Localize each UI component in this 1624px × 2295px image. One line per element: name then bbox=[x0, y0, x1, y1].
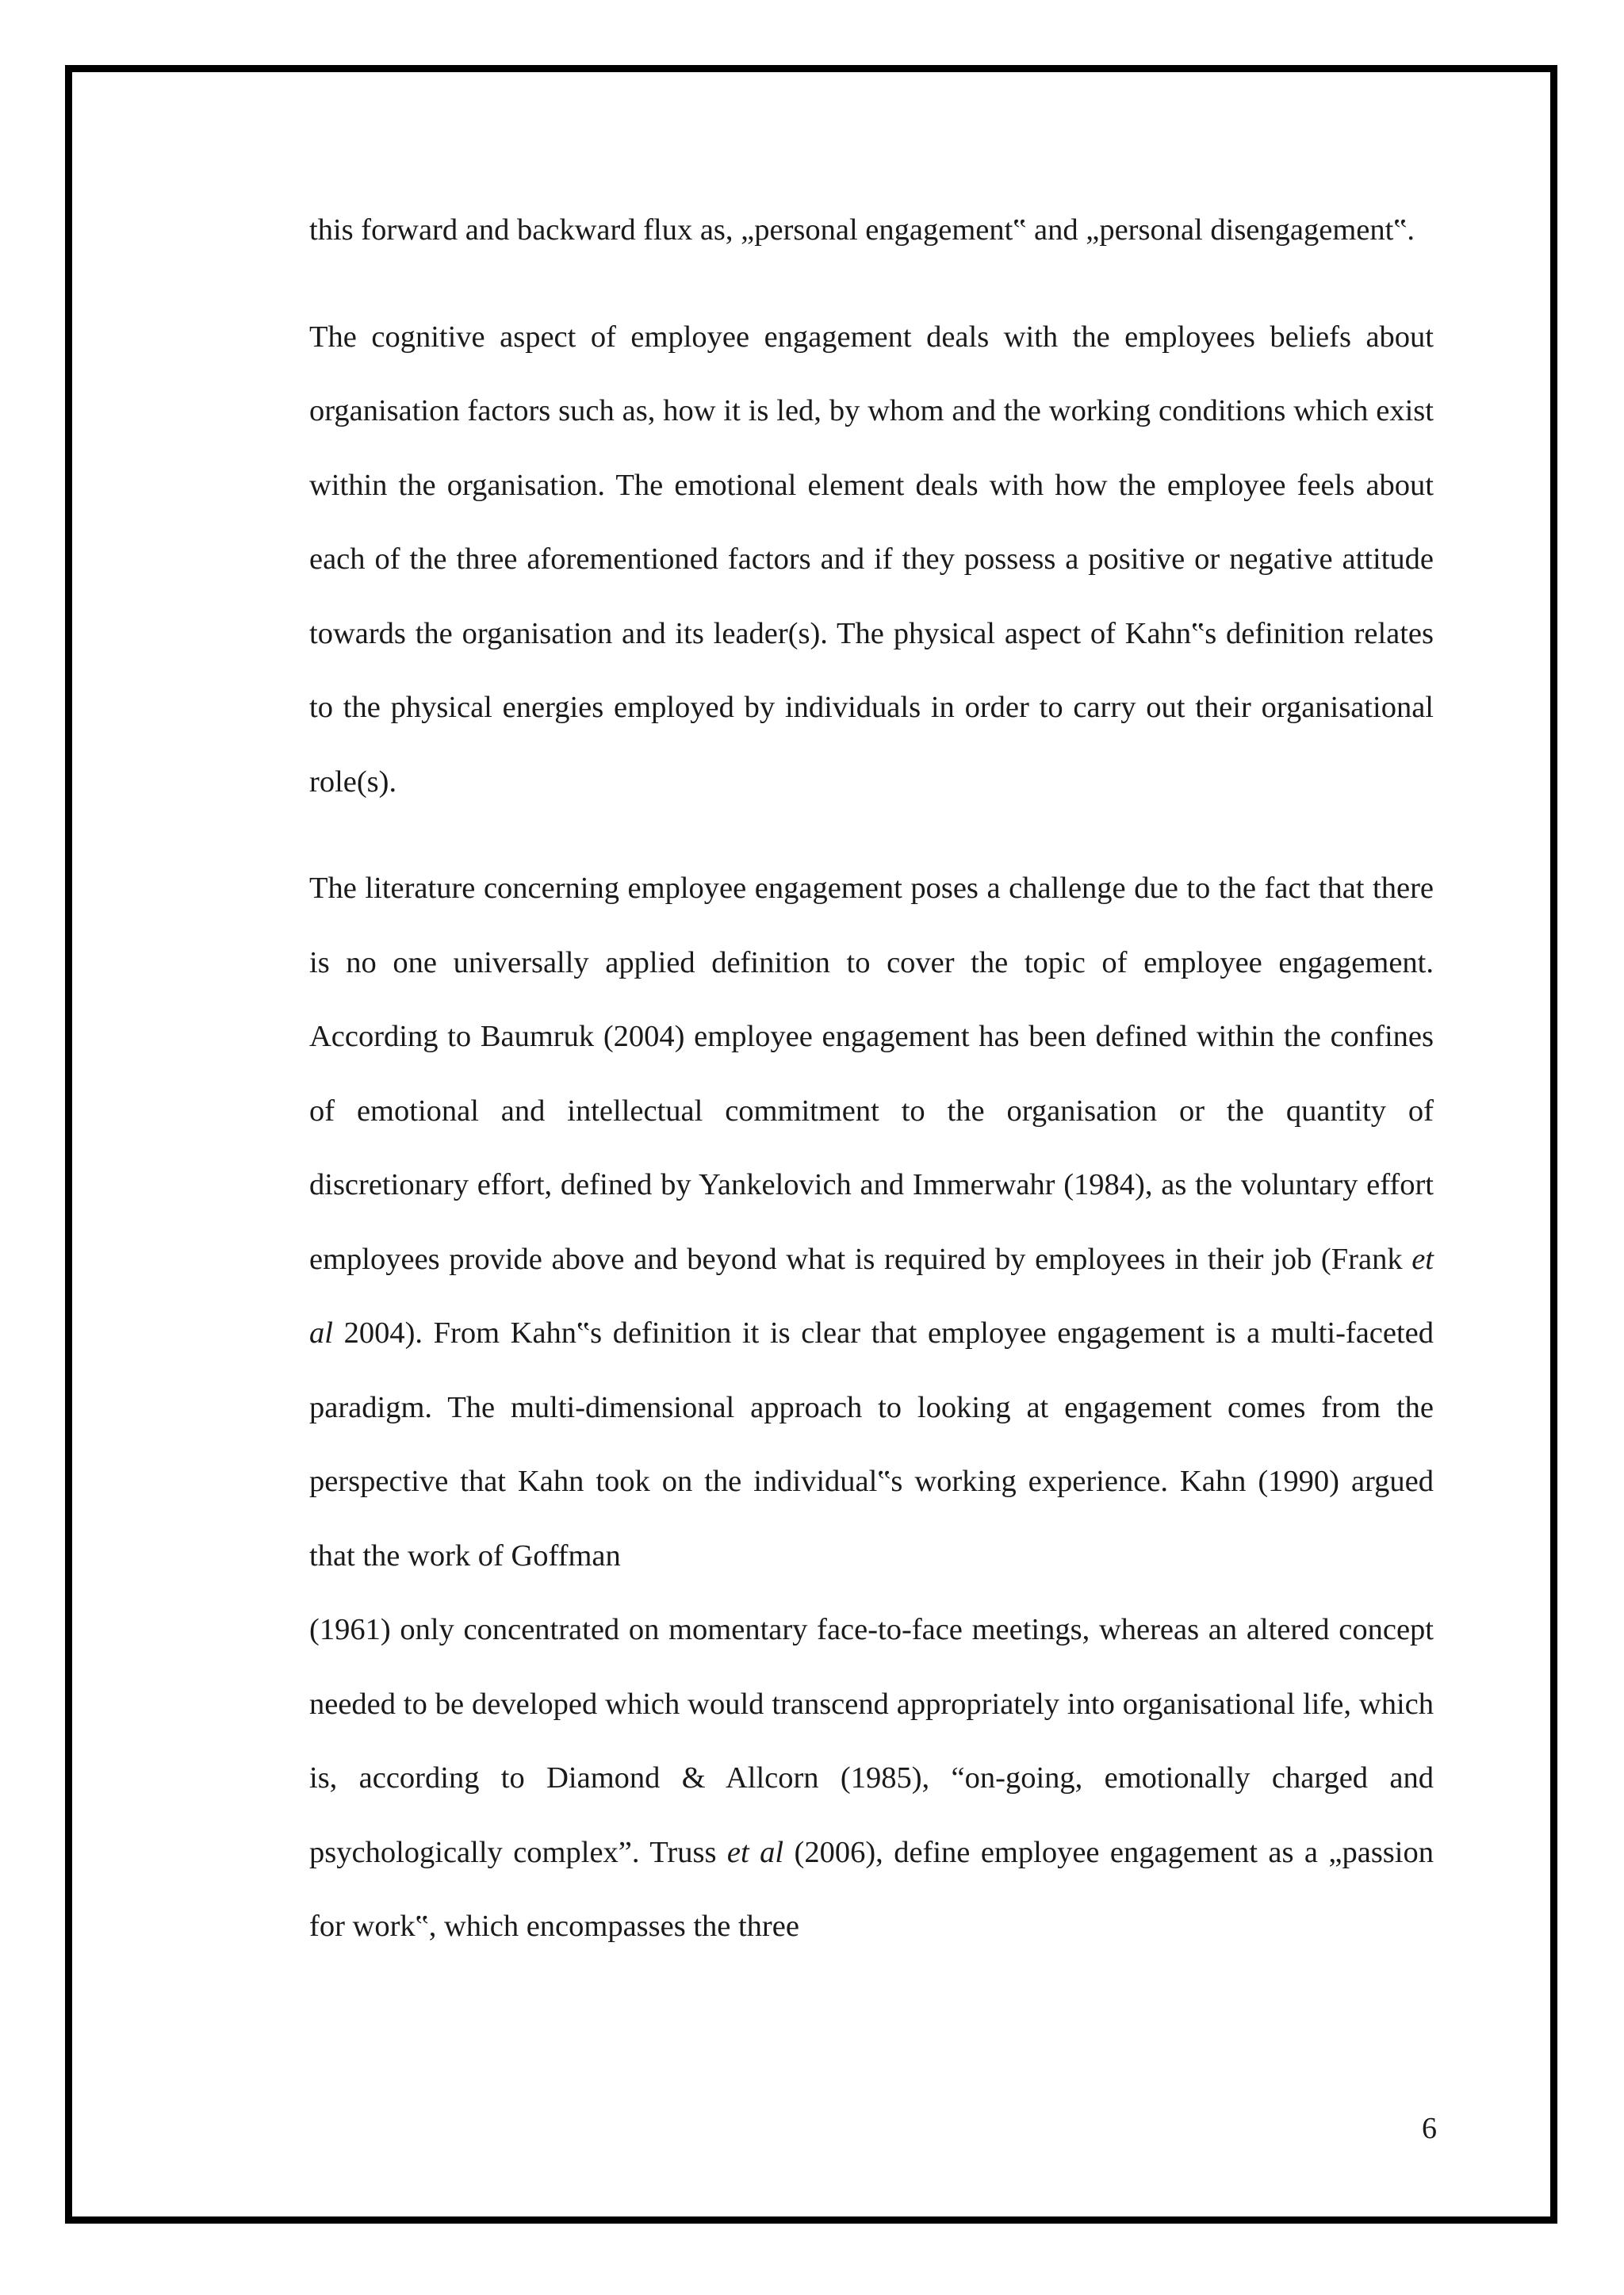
paragraph-4-text-a: (1961) only concentrated on momentary face-to-face meetings, whereas an altered concept needed to be developed which would transcend appropriately into organisational life, which is, according to Diamond & Allcorn (1985), “on-going, emotionally charged and psychologically complex”. Truss bbox=[309, 1613, 1434, 1869]
paragraph-3-text-a: The literature concerning employee engagement poses a challenge due to the fact that there is no one universally applied definition to cover the topic of employee engagement. According to Baumruk (2004) employee engagement has been defined within the confines of emotional and intellectual commitment to the organisation or the quantity of discretionary effort, defined by Yankelovich and Immerwahr (1984), as the voluntary effort employees provide above and beyond what is required by employees in their job (Frank bbox=[309, 872, 1434, 1276]
paragraph-3-italic-et-al: et al bbox=[309, 1242, 1434, 1350]
paragraph-4-text-b: (2006), define employee engagement as a „passion for work‟, which encompasses the three bbox=[309, 1835, 1434, 1943]
paragraph-4 bbox=[309, 1593, 1434, 1964]
paragraph-1-text: this forward and backward flux as, „personal engagement‟ and „personal disengagement‟. bbox=[309, 213, 1415, 247]
document-body bbox=[309, 193, 1434, 1997]
paragraph-1 bbox=[309, 193, 1434, 268]
paragraph-3 bbox=[309, 852, 1434, 1593]
page-number: 6 bbox=[1422, 2112, 1437, 2145]
paragraph-4-italic-et-al: et al bbox=[726, 1835, 784, 1869]
paragraph-2 bbox=[309, 301, 1434, 820]
paragraph-3-text-b: 2004). From Kahn‟s definition it is clear that employee engagement is a multi-faceted paradigm. The multi-dimensional approach to looking at engagement comes from the perspective that Kahn took on the individual‟s working experience. Kahn (1990) argued that the work of Goffman bbox=[309, 1316, 1434, 1573]
paragraph-2-text: The cognitive aspect of employee engagement deals with the employees beliefs about organisation factors such as, how it is led, by whom and the working conditions which exist within the organisation. The emotional element deals with how the employee feels about each of the three aforementioned factors and if they possess a positive or negative attitude towards the organisation and its leader(s). The physical aspect of Kahn‟s definition relates to the physical energies employed by individuals in order to carry out their organisational role(s). bbox=[309, 320, 1434, 799]
